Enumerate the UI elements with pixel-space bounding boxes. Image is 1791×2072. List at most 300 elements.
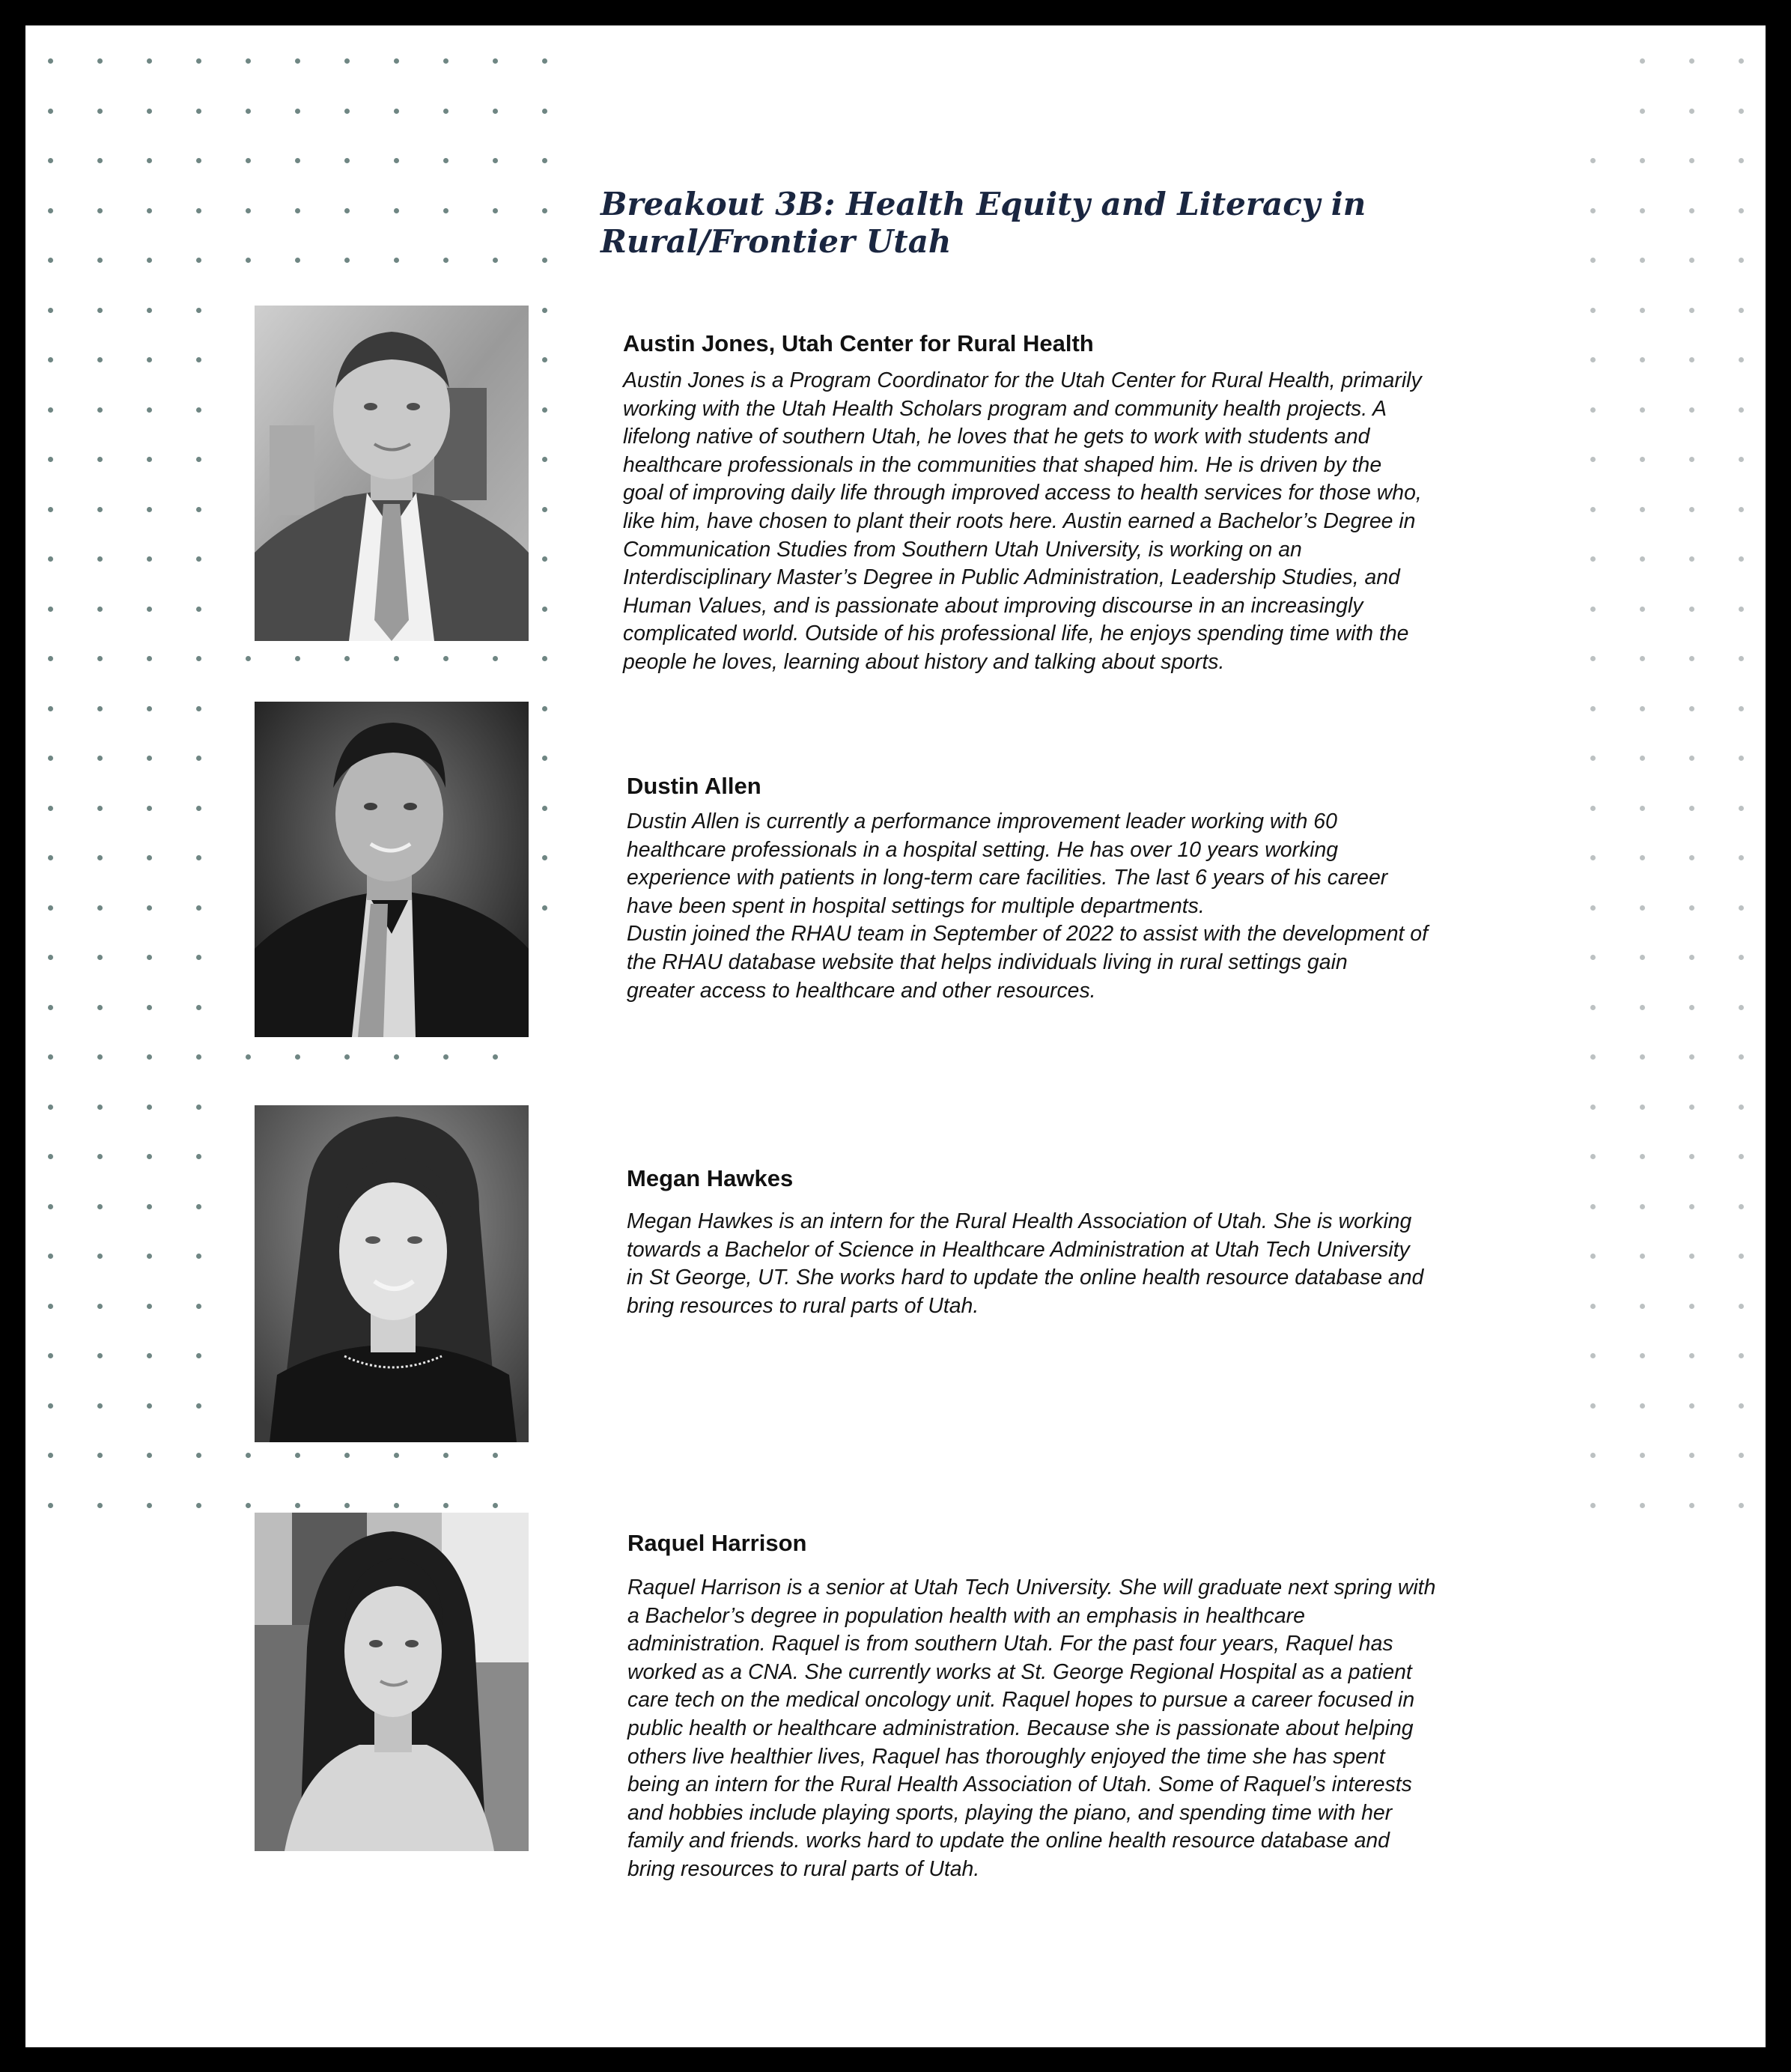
decorative-dot (1689, 1254, 1694, 1259)
speaker-bio (623, 367, 1574, 677)
decorative-dot (196, 955, 201, 960)
decorative-dot (147, 806, 152, 811)
decorative-dot (48, 109, 53, 114)
decorative-dot (542, 258, 547, 263)
decorative-dot (443, 656, 448, 661)
decorative-dot (1739, 1204, 1744, 1209)
decorative-dot (1640, 1503, 1645, 1508)
decorative-dot (542, 58, 547, 64)
decorative-dot (147, 1105, 152, 1110)
decorative-dot (147, 407, 152, 413)
speaker-bio (627, 808, 1578, 1005)
decorative-dot (1739, 1353, 1744, 1358)
speaker-photo-raquel-harrison (255, 1513, 529, 1851)
decorative-dot (1739, 208, 1744, 213)
decorative-dot (97, 1204, 103, 1209)
decorative-dot (1590, 1304, 1596, 1309)
decorative-dot (97, 258, 103, 263)
bio-line: a Bachelor’s degree in population health with an emphasis in healthcare (627, 1603, 1305, 1628)
decorative-dot (147, 457, 152, 462)
decorative-dot (1590, 1403, 1596, 1409)
bio-line: Dustin joined the RHAU team in September of 2022 to assist with the development of (627, 922, 1428, 947)
title-line: Breakout 3B: Health Equity and Literacy in (600, 186, 1366, 222)
decorative-dot (1689, 507, 1694, 512)
decorative-dot (147, 706, 152, 711)
decorative-dot (542, 656, 547, 661)
decorative-dot (97, 58, 103, 64)
decorative-dot (196, 158, 201, 163)
decorative-dot (196, 1105, 201, 1110)
decorative-dot (147, 58, 152, 64)
decorative-dot (1689, 258, 1694, 263)
decorative-dot (394, 58, 399, 64)
decorative-dot (1739, 1154, 1744, 1159)
bio-line: administration. Raquel is from southern Utah. For the past four years, Raquel has (627, 1632, 1393, 1656)
decorative-dot (97, 407, 103, 413)
decorative-dot (196, 1254, 201, 1259)
decorative-dot (97, 1304, 103, 1309)
decorative-dot (1640, 507, 1645, 512)
decorative-dot (48, 756, 53, 761)
decorative-dot (147, 905, 152, 911)
decorative-dot (246, 1054, 251, 1060)
decorative-dot (1739, 607, 1744, 612)
decorative-dot (1640, 1105, 1645, 1110)
decorative-dot (196, 1503, 201, 1508)
decorative-dot (196, 756, 201, 761)
decorative-dot (1689, 1204, 1694, 1209)
decorative-dot (1739, 109, 1744, 114)
decorative-dot (295, 1503, 300, 1508)
decorative-dot (1640, 258, 1645, 263)
decorative-dot (443, 109, 448, 114)
decorative-dot (147, 1304, 152, 1309)
bio-line: healthcare professionals in the communities that shaped him. He is driven by the (623, 452, 1382, 477)
decorative-dot (1689, 1503, 1694, 1508)
decorative-dot (344, 1054, 350, 1060)
decorative-dot (1640, 1204, 1645, 1209)
decorative-dot (1590, 656, 1596, 661)
decorative-dot (493, 1503, 498, 1508)
decorative-dot (48, 1403, 53, 1409)
decorative-dot (97, 1154, 103, 1159)
decorative-dot (1689, 1453, 1694, 1458)
decorative-dot (97, 855, 103, 860)
decorative-dot (1689, 158, 1694, 163)
decorative-dot (1590, 457, 1596, 462)
decorative-dot (97, 756, 103, 761)
decorative-dot (1590, 1453, 1596, 1458)
decorative-dot (1739, 1105, 1744, 1110)
bio-line: being an intern for the Rural Health Association of Utah. Some of Raquel’s interests (627, 1772, 1412, 1797)
decorative-dot (542, 855, 547, 860)
decorative-dot (1689, 855, 1694, 860)
decorative-dot (246, 208, 251, 213)
decorative-dot (196, 1353, 201, 1358)
bio-line: public health or healthcare administration. Because she is passionate about helping (627, 1716, 1414, 1740)
speaker-bio (627, 1574, 1578, 1884)
page-title (600, 186, 1499, 261)
bio-line: Austin Jones is a Program Coordinator for the Utah Center for Rural Health, primarily (623, 368, 1422, 392)
decorative-dot (196, 357, 201, 362)
bio-line: working with the Utah Health Scholars program and community health projects. A (623, 396, 1387, 421)
decorative-dot (196, 1304, 201, 1309)
decorative-dot (1640, 706, 1645, 711)
bio-line: Raquel Harrison is a senior at Utah Tech University. She will graduate next spring with (627, 1576, 1436, 1599)
bio-line: in St George, UT. She works hard to update the online health resource database and (627, 1266, 1424, 1290)
bio-line: greater access to healthcare and other resources. (627, 978, 1096, 1003)
decorative-dot (97, 1105, 103, 1110)
decorative-dot (443, 1054, 448, 1060)
speaker-photo-dustin-allen (255, 702, 529, 1037)
bio-line: and hobbies include playing sports, playing the piano, and spending time with her (627, 1800, 1393, 1825)
decorative-dot (1590, 806, 1596, 811)
decorative-dot (196, 1054, 201, 1060)
decorative-dot (196, 109, 201, 114)
decorative-dot (196, 1403, 201, 1409)
decorative-dot (246, 1453, 251, 1458)
bio-line: the RHAU database website that helps individuals living in rural settings gain (627, 950, 1348, 974)
decorative-dot (394, 208, 399, 213)
decorative-dot (295, 1054, 300, 1060)
decorative-dot (97, 1054, 103, 1060)
decorative-dot (147, 1204, 152, 1209)
decorative-dot (196, 457, 201, 462)
decorative-dot (1640, 1154, 1645, 1159)
decorative-dot (1640, 855, 1645, 860)
decorative-dot (196, 1005, 201, 1010)
decorative-dot (542, 756, 547, 761)
decorative-dot (246, 58, 251, 64)
speaker-name: Austin Jones, Utah Center for Rural Health (623, 330, 1094, 356)
decorative-dot (493, 1453, 498, 1458)
decorative-dot (196, 706, 201, 711)
decorative-dot (295, 158, 300, 163)
decorative-dot (542, 905, 547, 911)
decorative-dot (542, 407, 547, 413)
decorative-dot (97, 158, 103, 163)
decorative-dot (1590, 158, 1596, 163)
decorative-dot (1689, 806, 1694, 811)
decorative-dot (1640, 1453, 1645, 1458)
decorative-dot (1689, 109, 1694, 114)
decorative-dot (443, 158, 448, 163)
decorative-dot (147, 208, 152, 213)
decorative-dot (48, 855, 53, 860)
decorative-dot (48, 607, 53, 612)
decorative-dot (1640, 1353, 1645, 1358)
decorative-dot (1689, 656, 1694, 661)
decorative-dot (1689, 1304, 1694, 1309)
decorative-dot (97, 706, 103, 711)
decorative-dot (1689, 756, 1694, 761)
decorative-dot (1590, 706, 1596, 711)
decorative-dot (1590, 607, 1596, 612)
decorative-dot (48, 1005, 53, 1010)
decorative-dot (97, 1403, 103, 1409)
decorative-dot (196, 1154, 201, 1159)
decorative-dot (97, 1005, 103, 1010)
decorative-dot (443, 208, 448, 213)
decorative-dot (48, 1254, 53, 1259)
decorative-dot (1590, 556, 1596, 562)
decorative-dot (48, 556, 53, 562)
bio-line: healthcare professionals in a hospital setting. He has over 10 years working (627, 837, 1339, 862)
decorative-dot (1640, 158, 1645, 163)
decorative-dot (1739, 955, 1744, 960)
decorative-dot (147, 1503, 152, 1508)
decorative-dot (1689, 1154, 1694, 1159)
decorative-dot (48, 357, 53, 362)
decorative-dot (147, 556, 152, 562)
decorative-dot (1739, 855, 1744, 860)
decorative-dot (1689, 706, 1694, 711)
speaker-photo-austin-jones (255, 306, 529, 641)
decorative-dot (147, 1403, 152, 1409)
decorative-dot (97, 656, 103, 661)
decorative-dot (196, 208, 201, 213)
decorative-dot (1739, 58, 1744, 64)
decorative-dot (344, 258, 350, 263)
decorative-dot (147, 855, 152, 860)
bio-line: care tech on the medical oncology unit. Raquel hopes to pursue a career focused in (627, 1688, 1415, 1713)
decorative-dot (1640, 756, 1645, 761)
decorative-dot (1640, 1304, 1645, 1309)
decorative-dot (1640, 607, 1645, 612)
decorative-dot (1689, 955, 1694, 960)
decorative-dot (48, 1154, 53, 1159)
decorative-dot (493, 656, 498, 661)
decorative-dot (147, 258, 152, 263)
decorative-dot (1640, 407, 1645, 413)
decorative-dot (1739, 457, 1744, 462)
bio-line: like him, have chosen to plant their roots here. Austin earned a Bachelor’s Degree in (623, 508, 1416, 533)
bio-line: people he loves, learning about history and talking about sports. (623, 649, 1225, 674)
decorative-dot (295, 58, 300, 64)
decorative-dot (1590, 905, 1596, 911)
decorative-dot (48, 208, 53, 213)
decorative-dot (196, 607, 201, 612)
decorative-dot (1689, 556, 1694, 562)
decorative-dot (147, 1453, 152, 1458)
decorative-dot (97, 208, 103, 213)
decorative-dot (493, 158, 498, 163)
decorative-dot (48, 1453, 53, 1458)
decorative-dot (147, 656, 152, 661)
decorative-dot (493, 109, 498, 114)
decorative-dot (542, 109, 547, 114)
decorative-dot (48, 706, 53, 711)
decorative-dot (1739, 258, 1744, 263)
decorative-dot (344, 158, 350, 163)
bio-line: worked as a CNA. She currently works at St. George Regional Hospital as a patient (627, 1659, 1412, 1684)
decorative-dot (1640, 308, 1645, 313)
decorative-dot (97, 1254, 103, 1259)
bio-line: Megan Hawkes is an intern for the Rural Health Association of Utah. She is working (627, 1209, 1412, 1233)
decorative-dot (97, 607, 103, 612)
decorative-dot (1689, 607, 1694, 612)
decorative-dot (1590, 1105, 1596, 1110)
decorative-dot (48, 457, 53, 462)
decorative-dot (1590, 955, 1596, 960)
decorative-dot (48, 507, 53, 512)
decorative-dot (97, 507, 103, 512)
decorative-dot (1590, 1154, 1596, 1159)
decorative-dot (97, 806, 103, 811)
decorative-dot (147, 1154, 152, 1159)
bio-line: experience with patients in long-term care facilities. The last 6 years of his career (627, 866, 1388, 890)
decorative-dot (147, 1254, 152, 1259)
decorative-dot (1590, 1503, 1596, 1508)
decorative-dot (344, 58, 350, 64)
decorative-dot (1739, 308, 1744, 313)
decorative-dot (147, 507, 152, 512)
decorative-dot (1689, 208, 1694, 213)
speaker-bio (627, 1208, 1578, 1320)
bio-line: others live healthier lives, Raquel has thoroughly enjoyed the time she has spent (627, 1744, 1385, 1769)
decorative-dot (344, 208, 350, 213)
decorative-dot (147, 607, 152, 612)
decorative-dot (147, 955, 152, 960)
decorative-dot (1739, 158, 1744, 163)
decorative-dot (97, 1453, 103, 1458)
decorative-dot (48, 1204, 53, 1209)
decorative-dot (48, 656, 53, 661)
decorative-dot (1689, 1054, 1694, 1060)
decorative-dot (147, 357, 152, 362)
decorative-dot (1590, 507, 1596, 512)
decorative-dot (1739, 806, 1744, 811)
decorative-dot (1689, 58, 1694, 64)
decorative-dot (1640, 1054, 1645, 1060)
decorative-dot (542, 208, 547, 213)
decorative-dot (344, 656, 350, 661)
speaker-name: Raquel Harrison (627, 1530, 807, 1556)
bio-line: goal of improving daily life through improved access to health services for those who, (623, 481, 1422, 505)
decorative-dot (1640, 806, 1645, 811)
decorative-dot (542, 556, 547, 562)
decorative-dot (1739, 507, 1744, 512)
decorative-dot (1590, 357, 1596, 362)
bio-line: bring resources to rural parts of Utah. (627, 1856, 980, 1881)
bio-line: Interdisciplinary Master’s Degree in Public Administration, Leadership Studies, and (623, 565, 1400, 590)
decorative-dot (1739, 556, 1744, 562)
decorative-dot (1689, 407, 1694, 413)
decorative-dot (147, 109, 152, 114)
decorative-dot (48, 1353, 53, 1358)
decorative-dot (196, 556, 201, 562)
decorative-dot (394, 109, 399, 114)
decorative-dot (1739, 1254, 1744, 1259)
decorative-dot (1590, 1204, 1596, 1209)
decorative-dot (1590, 258, 1596, 263)
page (25, 25, 1766, 2047)
decorative-dot (295, 1453, 300, 1458)
decorative-dot (443, 258, 448, 263)
decorative-dot (48, 806, 53, 811)
bio-line: Human Values, and is passionate about improving discourse in an increasingly (623, 593, 1363, 618)
decorative-dot (1640, 58, 1645, 64)
bio-line: Dustin Allen is currently a performance improvement leader working with 60 (627, 809, 1337, 833)
decorative-dot (394, 1453, 399, 1458)
decorative-dot (196, 308, 201, 313)
decorative-dot (1739, 905, 1744, 911)
decorative-dot (1590, 308, 1596, 313)
decorative-dot (1739, 1304, 1744, 1309)
decorative-dot (394, 1054, 399, 1060)
decorative-dot (1739, 1503, 1744, 1508)
decorative-dot (1739, 357, 1744, 362)
decorative-dot (48, 955, 53, 960)
decorative-dot (97, 357, 103, 362)
decorative-dot (48, 1105, 53, 1110)
decorative-dot (97, 905, 103, 911)
decorative-dot (443, 1503, 448, 1508)
decorative-dot (1590, 855, 1596, 860)
decorative-dot (1689, 308, 1694, 313)
decorative-dot (394, 158, 399, 163)
decorative-dot (443, 58, 448, 64)
decorative-dot (1590, 1054, 1596, 1060)
decorative-dot (48, 1304, 53, 1309)
decorative-dot (493, 1054, 498, 1060)
decorative-dot (1640, 208, 1645, 213)
decorative-dot (97, 1503, 103, 1508)
decorative-dot (493, 208, 498, 213)
decorative-dot (196, 806, 201, 811)
bio-line: family and friends. works hard to update the online health resource database and (627, 1829, 1390, 1853)
decorative-dot (394, 656, 399, 661)
decorative-dot (542, 457, 547, 462)
decorative-dot (1640, 1254, 1645, 1259)
decorative-dot (344, 1453, 350, 1458)
bio-line: have been spent in hospital settings for multiple departments. (627, 893, 1205, 918)
decorative-dot (97, 308, 103, 313)
decorative-dot (542, 308, 547, 313)
decorative-dot (246, 109, 251, 114)
decorative-dot (1739, 706, 1744, 711)
decorative-dot (542, 507, 547, 512)
decorative-dot (542, 706, 547, 711)
decorative-dot (1739, 656, 1744, 661)
decorative-dot (196, 407, 201, 413)
decorative-dot (48, 905, 53, 911)
decorative-dot (147, 1353, 152, 1358)
decorative-dot (48, 258, 53, 263)
decorative-dot (48, 308, 53, 313)
decorative-dot (1739, 1453, 1744, 1458)
decorative-dot (295, 656, 300, 661)
decorative-dot (1689, 1403, 1694, 1409)
decorative-dot (97, 457, 103, 462)
decorative-dot (1590, 1254, 1596, 1259)
decorative-dot (443, 1453, 448, 1458)
decorative-dot (1640, 556, 1645, 562)
decorative-dot (97, 109, 103, 114)
decorative-dot (48, 1503, 53, 1508)
decorative-dot (1640, 457, 1645, 462)
decorative-dot (147, 158, 152, 163)
decorative-dot (147, 1054, 152, 1060)
decorative-dot (48, 158, 53, 163)
decorative-dot (147, 308, 152, 313)
bio-line: Communication Studies from Southern Utah University, is working on an (623, 537, 1302, 562)
decorative-dot (1689, 1005, 1694, 1010)
bio-line: bring resources to rural parts of Utah. (627, 1293, 979, 1318)
decorative-dot (196, 258, 201, 263)
decorative-dot (147, 756, 152, 761)
decorative-dot (1640, 656, 1645, 661)
